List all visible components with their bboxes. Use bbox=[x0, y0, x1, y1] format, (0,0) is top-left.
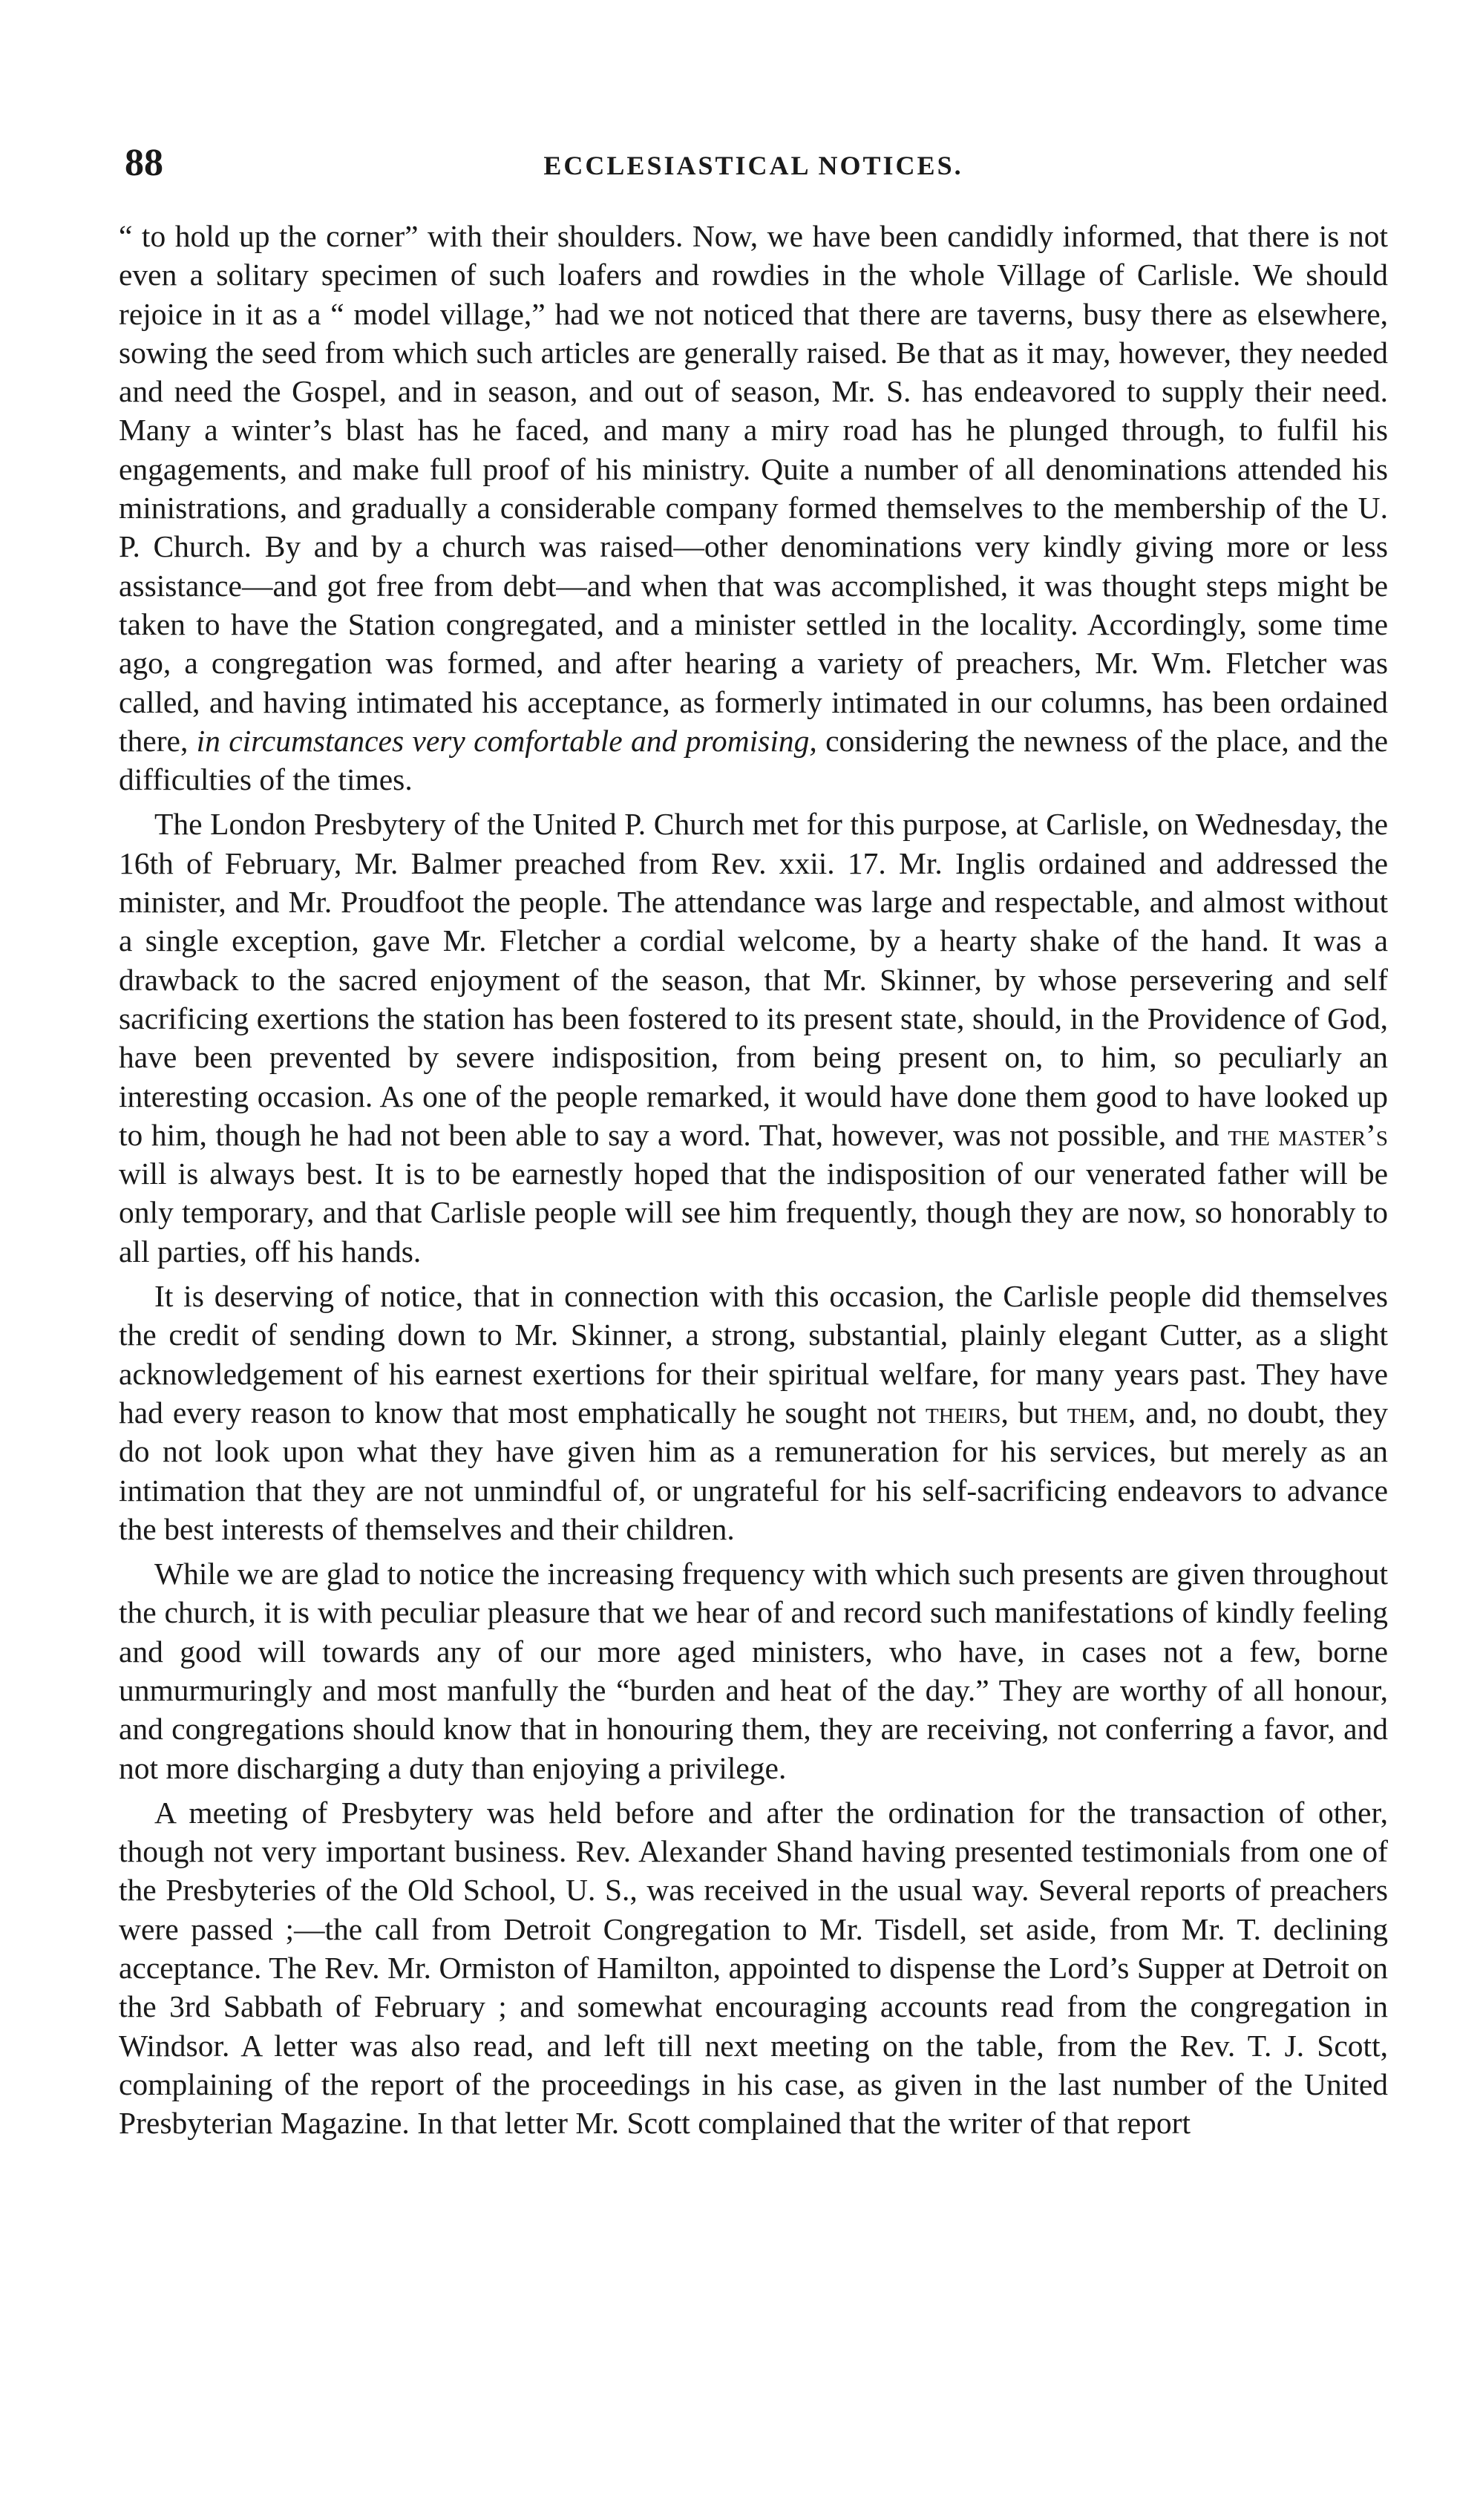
paragraph bbox=[119, 805, 1388, 1271]
paragraph-text: , and, no doubt, they do not look upon what they have given him as a remuneration for his services, but merely as an intimation that they are not unmindful of, or ungrateful for his self-sacrificing endeavors to advance the best interests of themselves and their children. bbox=[119, 1395, 1388, 1546]
italic-phrase: in circumstances very comfortable and promising, bbox=[196, 723, 817, 758]
small-caps-word: the master’s bbox=[1228, 1117, 1388, 1152]
paragraph-text: “ to hold up the corner” with their shoulders. Now, we have been candidly informed, that there is not even a solitary specimen of such loafers and rowdies in the whole Village of Carlisle. We should rejoice in it as a “ model village,” had we not noticed that there are taverns, busy there as elsewhere, sowing the seed from which such articles are generally raised. Be that as it may, however, they needed and need the Gospel, and in season, and out of season, Mr. S. has endeavored to supply their need. Many a winter’s blast has he faced, and many a miry road has he plunged through, to fulfil his engagements, and make full proof of his ministry. Quite a number of all denominations attended his ministrations, and gradually a considerable company formed themselves to the membership of the U. P. Church. By and by a church was raised—other denominations very kindly giving more or less assistance—and got free from debt—and when that was accomplished, it was thought steps might be taken to have the Station congregated, and a minister settled in the locality. Accordingly, some time ago, a congregation was formed, and after hearing a variety of preachers, Mr. Wm. Fletcher was called, and having intimated his acceptance, as formerly intimated in our columns, has been ordained there, bbox=[119, 219, 1388, 758]
paragraph-text: will is always best. It is to be earnestly hoped that the indisposition of our venerated father will be only temporary, and that Carlisle people will see him frequently, though they are now, so honorably to all parties, off his hands. bbox=[119, 1156, 1388, 1269]
paragraph-text: , but bbox=[1001, 1395, 1067, 1430]
paragraph bbox=[119, 1554, 1388, 1787]
paragraph-text: While we are glad to notice the increasing frequency with which such presents are given throughout the church, it is with peculiar pleasure that we hear of and record such manifestations of kindly feeling and good will towards any of our more aged ministers, who have, in cases not a few, borne unmurmuringly and most manfully the “burden and heat of the day.” They are worthy of all honour, and congregations should know that in honouring them, they are receiving, not conferring a favor, and not more discharging a duty than enjoying a privilege. bbox=[119, 1557, 1388, 1785]
page-number: 88 bbox=[125, 142, 163, 184]
paragraph bbox=[119, 217, 1388, 799]
paragraph-text: A meeting of Presbytery was held before and after the ordination for the transaction of other, though not very important business. Rev. Alexander Shand having presented testimonials from one of the Presbyteries of the Old School, U. S., was received in the usual way. Several reports of preachers were passed ;—the call from Detroit Congregation to Mr. Tisdell, set aside, from Mr. T. declining acceptance. The Rev. Mr. Ormiston of Hamilton, appointed to dispense the Lord’s Supper at Detroit on the 3rd Sabbath of February ; and somewhat encouraging accounts read from the congregation in Windsor. A letter was also read, and left till next meeting on the table, from the Rev. T. J. Scott, complaining of the report of the proceedings in his case, as given in the last number of the United Presbyterian Magazine. In that letter Mr. Scott complained that the writer of that report bbox=[119, 1795, 1388, 2141]
paragraph bbox=[119, 1277, 1388, 1548]
running-head bbox=[119, 141, 1388, 193]
small-caps-word: theirs bbox=[925, 1395, 1001, 1430]
document-page bbox=[119, 141, 1388, 2149]
paragraph-text: It is deserving of notice, that in connection with this occasion, the Carlisle people did themselves the credit of sending down to Mr. Skinner, a strong, substantial, plainly elegant Cutter, as a slight acknowledgement of his earnest exertions for their spiritual welfare, for many years past. They have had every reason to know that most emphatically he sought not bbox=[119, 1279, 1388, 1430]
running-title: ECCLESIASTICAL NOTICES. bbox=[543, 151, 963, 180]
article-body bbox=[119, 217, 1388, 2143]
paragraph bbox=[119, 1793, 1388, 2143]
paragraph-text: considering the newness of the place, and the difficulties of the times. bbox=[119, 723, 1388, 797]
paragraph-text: The London Presbytery of the United P. Church met for this purpose, at Carlisle, on Wednesday, the 16th of February, Mr. Balmer preached from Rev. xxii. 17. Mr. Inglis ordained and addressed the minister, and Mr. Proudfoot the people. The attendance was large and respectable, and almost without a single exception, gave Mr. Fletcher a cordial welcome, by a hearty shake of the hand. It was a drawback to the sacred enjoyment of the season, that Mr. Skinner, by whose persevering and self sacrificing exertions the station has been fostered to its present state, should, in the Providence of God, have been prevented by severe indisposition, from being present on, to him, so peculiarly an interesting occasion. As one of the people remarked, it would have done them good to have looked up to him, though he had not been able to say a word. That, however, was not possible, and bbox=[119, 807, 1388, 1152]
small-caps-word: them bbox=[1067, 1395, 1128, 1430]
